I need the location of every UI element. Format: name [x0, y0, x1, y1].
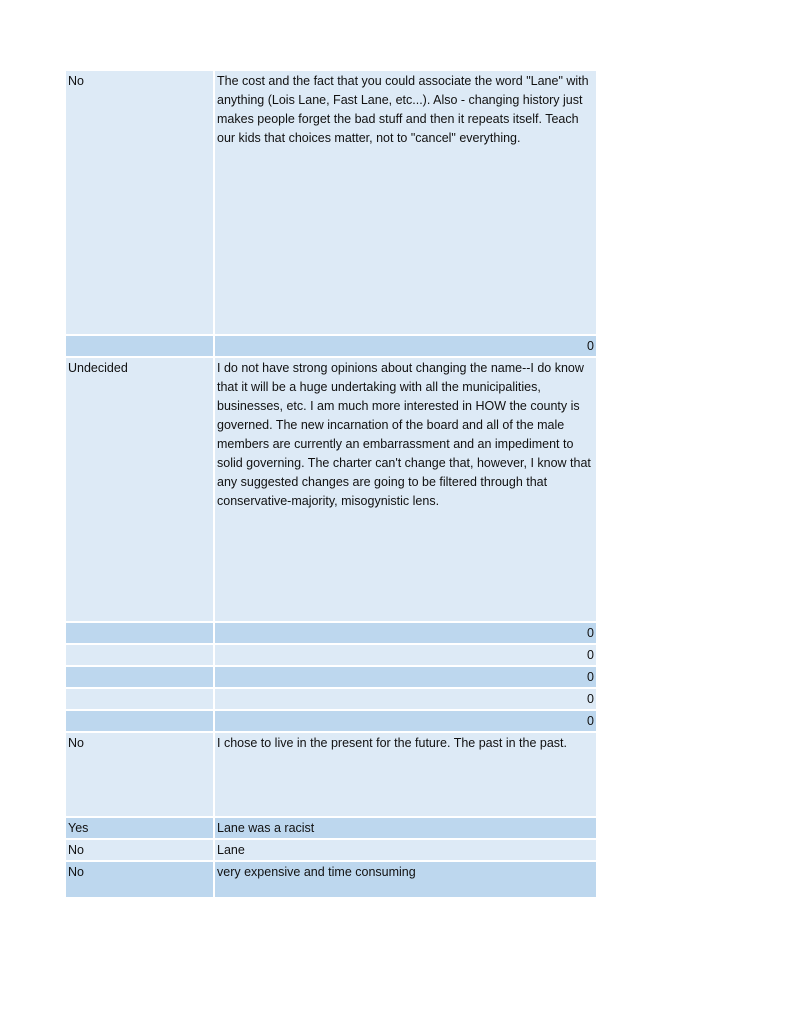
- table-row: [66, 336, 596, 358]
- answer-cell: No: [66, 733, 215, 818]
- table-row: [66, 623, 596, 645]
- answer-cell: Yes: [66, 818, 215, 840]
- comment-cell: 0: [215, 689, 596, 711]
- table-row: [66, 645, 596, 667]
- comment-cell: very expensive and time consuming: [215, 862, 596, 899]
- comment-cell: The cost and the fact that you could associate the word "Lane" with anything (Lois Lane, Fast Lane, etc...). Also - changing history just makes people forget the bad stuff and then it repeats itself. Teach our kids that choices matter, not to "cancel" everything.: [215, 71, 596, 336]
- answer-cell: [66, 645, 215, 667]
- comment-cell: 0: [215, 645, 596, 667]
- answer-cell: [66, 623, 215, 645]
- answer-cell: [66, 689, 215, 711]
- answer-cell: No: [66, 862, 215, 899]
- answer-cell: [66, 667, 215, 689]
- comment-cell: 0: [215, 623, 596, 645]
- table-row: [66, 71, 596, 336]
- comment-cell: Lane was a racist: [215, 818, 596, 840]
- comment-cell: 0: [215, 667, 596, 689]
- answer-cell: No: [66, 71, 215, 336]
- table-row: [66, 733, 596, 818]
- table-row: [66, 667, 596, 689]
- comment-cell: 0: [215, 711, 596, 733]
- answer-cell: No: [66, 840, 215, 862]
- table-row: [66, 840, 596, 862]
- table-row: [66, 689, 596, 711]
- table-row: [66, 358, 596, 623]
- answer-cell: Undecided: [66, 358, 215, 623]
- comment-cell: I chose to live in the present for the future. The past in the past.: [215, 733, 596, 818]
- comment-cell: I do not have strong opinions about changing the name--I do know that it will be a huge undertaking with all the municipalities, businesses, etc. I am much more interested in HOW the county is governed. The new incarnation of the board and all of the male members are currently an embarrassment and an impediment to solid governing. The charter can't change that, however, I know that any suggested changes are going to be filtered through that conservative-majority, misogynistic lens.: [215, 358, 596, 623]
- table-row: [66, 862, 596, 899]
- answer-cell: [66, 336, 215, 358]
- table-row: [66, 818, 596, 840]
- table-row: [66, 711, 596, 733]
- answer-cell: [66, 711, 215, 733]
- comment-cell: Lane: [215, 840, 596, 862]
- survey-response-table: [66, 71, 596, 899]
- comment-cell: 0: [215, 336, 596, 358]
